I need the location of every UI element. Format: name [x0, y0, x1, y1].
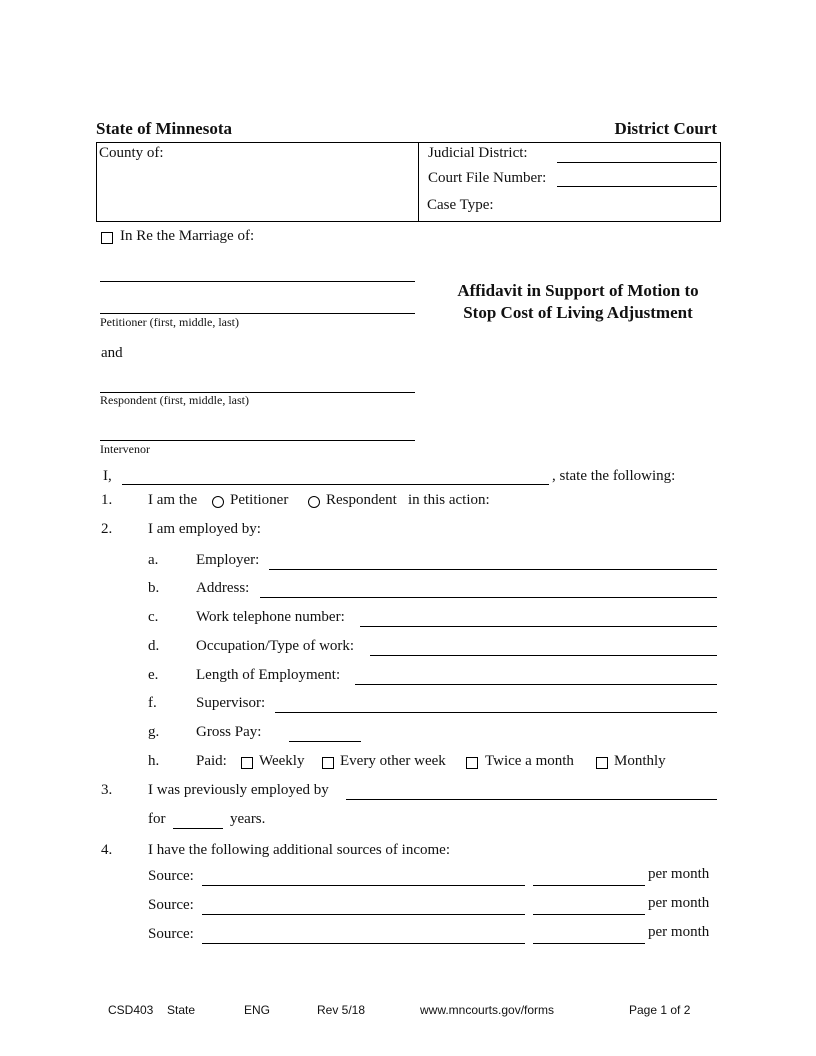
source-amount-field-3[interactable] — [533, 943, 645, 944]
source-field-3[interactable] — [202, 943, 525, 944]
caption-divider — [418, 142, 419, 222]
years-label: years. — [230, 811, 266, 827]
source-amount-field-2[interactable] — [533, 914, 645, 915]
length-of-employment-label: Length of Employment: — [196, 667, 341, 683]
item-2f-letter: f. — [148, 695, 157, 711]
document-title-line-2: Stop Cost of Living Adjustment — [463, 303, 693, 322]
source-label-3: Source: — [148, 926, 194, 942]
intervenor-label: Intervenor — [100, 442, 150, 456]
for-label: for — [148, 811, 166, 827]
paid-weekly-label: Weekly — [259, 753, 305, 769]
footer-revision: Rev 5/18 — [317, 1003, 366, 1017]
employer-field[interactable] — [269, 569, 717, 570]
occupation-field[interactable] — [370, 655, 717, 656]
previous-years-field[interactable] — [173, 828, 223, 829]
paid-label: Paid: — [196, 753, 227, 769]
document-title-line-1: Affidavit in Support of Motion to — [457, 281, 699, 300]
employer-label: Employer: — [196, 552, 260, 568]
address-field[interactable] — [260, 597, 717, 598]
petitioner-radio[interactable] — [212, 496, 224, 508]
court-file-number-field[interactable] — [557, 186, 717, 187]
footer-form-code: CSD403 — [108, 1003, 154, 1017]
source-field-1[interactable] — [202, 885, 525, 886]
intervenor-line[interactable] — [100, 440, 415, 441]
work-telephone-field[interactable] — [360, 626, 717, 627]
judicial-district-label: Judicial District: — [428, 145, 528, 161]
item-4-number: 4. — [101, 842, 113, 858]
footer-category: State — [167, 1003, 196, 1017]
item-1-lead: I am the — [148, 492, 198, 508]
item-2-lead: I am employed by: — [148, 521, 261, 537]
per-month-label-2: per month — [648, 895, 710, 911]
caption-box — [96, 142, 721, 222]
petitioner-line-2[interactable] — [100, 313, 415, 314]
in-re-marriage-checkbox[interactable] — [101, 232, 113, 244]
footer-page-number: Page 1 of 2 — [629, 1003, 691, 1017]
footer-website: www.mncourts.gov/forms — [420, 1003, 555, 1017]
document-title — [428, 280, 728, 324]
intro-i-label: I, — [103, 468, 112, 484]
county-label: County of: — [99, 145, 164, 161]
court-heading: District Court — [614, 119, 717, 138]
work-telephone-label: Work telephone number: — [196, 609, 345, 625]
paid-monthly-label: Monthly — [614, 753, 666, 769]
paid-weekly-checkbox[interactable] — [241, 757, 253, 769]
case-type-label: Case Type: — [427, 197, 494, 213]
source-label-1: Source: — [148, 868, 194, 884]
judicial-district-field[interactable] — [557, 162, 717, 163]
respondent-option-label: Respondent — [326, 492, 397, 508]
respondent-label: Respondent (first, middle, last) — [100, 393, 249, 407]
and-label: and — [101, 345, 123, 361]
gross-pay-field[interactable] — [289, 741, 361, 742]
paid-every-other-week-label: Every other week — [340, 753, 446, 769]
per-month-label-1: per month — [648, 866, 710, 882]
source-amount-field-1[interactable] — [533, 885, 645, 886]
source-field-2[interactable] — [202, 914, 525, 915]
affiant-name-field[interactable] — [122, 484, 549, 485]
item-2a-letter: a. — [148, 552, 159, 568]
respondent-radio[interactable] — [308, 496, 320, 508]
item-2e-letter: e. — [148, 667, 159, 683]
item-2c-letter: c. — [148, 609, 159, 625]
source-label-2: Source: — [148, 897, 194, 913]
supervisor-label: Supervisor: — [196, 695, 266, 711]
item-4-lead: I have the following additional sources of income: — [148, 842, 450, 858]
item-1-tail: in this action: — [408, 492, 490, 508]
footer-language: ENG — [244, 1003, 271, 1017]
item-3-lead: I was previously employed by — [148, 782, 329, 798]
paid-twice-a-month-checkbox[interactable] — [466, 757, 478, 769]
item-2d-letter: d. — [148, 638, 160, 654]
paid-twice-a-month-label: Twice a month — [485, 753, 574, 769]
in-re-marriage-label: In Re the Marriage of: — [120, 228, 255, 244]
state-following-label: , state the following: — [552, 468, 676, 484]
court-file-number-label: Court File Number: — [428, 170, 547, 186]
supervisor-field[interactable] — [275, 712, 717, 713]
state-heading: State of Minnesota — [96, 119, 232, 138]
previous-employer-field[interactable] — [346, 799, 717, 800]
address-label: Address: — [196, 580, 250, 596]
length-of-employment-field[interactable] — [355, 684, 717, 685]
paid-monthly-checkbox[interactable] — [596, 757, 608, 769]
item-3-number: 3. — [101, 782, 113, 798]
per-month-label-3: per month — [648, 924, 710, 940]
item-1-number: 1. — [101, 492, 113, 508]
occupation-label: Occupation/Type of work: — [196, 638, 355, 654]
item-2h-letter: h. — [148, 753, 160, 769]
item-2-number: 2. — [101, 521, 113, 537]
item-2g-letter: g. — [148, 724, 160, 740]
gross-pay-label: Gross Pay: — [196, 724, 262, 740]
petitioner-option-label: Petitioner — [230, 492, 289, 508]
petitioner-line-1[interactable] — [100, 281, 415, 282]
item-2b-letter: b. — [148, 580, 160, 596]
petitioner-label: Petitioner (first, middle, last) — [100, 315, 239, 329]
paid-every-other-week-checkbox[interactable] — [322, 757, 334, 769]
